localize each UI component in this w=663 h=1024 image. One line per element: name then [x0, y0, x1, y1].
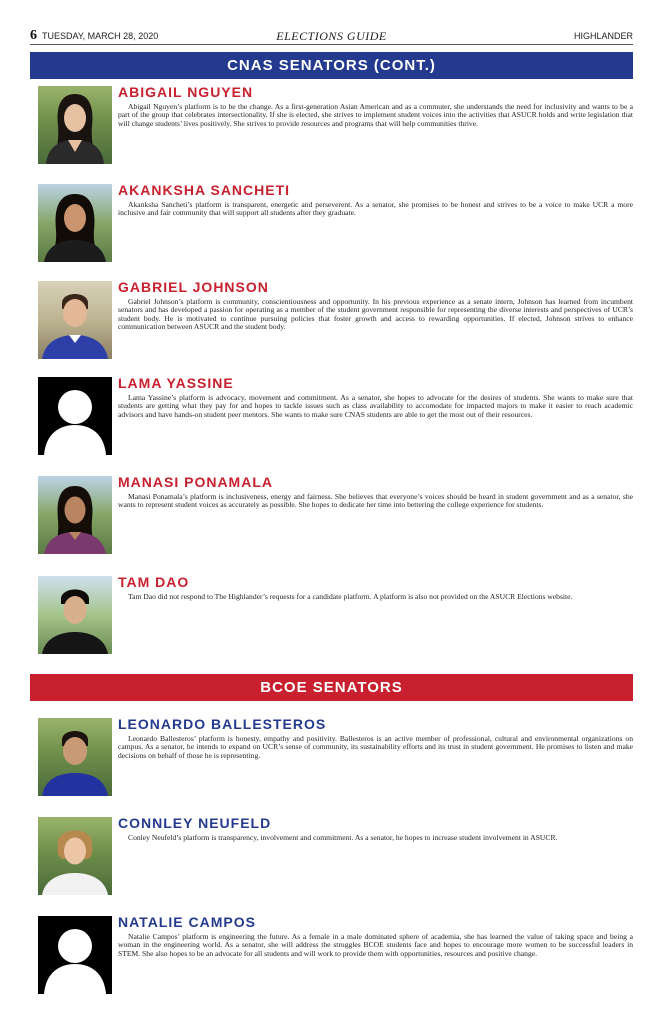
candidate-name: MANASI PONAMALA: [118, 474, 273, 490]
candidate-entry: [38, 718, 633, 798]
candidate-name: CONNLEY NEUFELD: [118, 815, 272, 831]
candidate-platform: Natalie Campos’ platform is engineering the future. As a female in a male dominated sphere of academia, she has learned the value of taking space and being a woman in the engineering world. As a senator, she will address the struggles BCOE students face and hopes to encourage more women to be successful leaders in STEM. She also hopes to be an advocate for all students and will work to provide them with opportunities, resources and positive change.: [118, 932, 633, 958]
candidate-platform: Manasi Ponamala’s platform is inclusiveness, energy and fairness. She believes that everyone’s voices should be heard in student government and as a senator, she wants to represent student voices as accurately as possible. She hopes to dedicate her time into bettering the college experience for students.: [118, 492, 633, 510]
candidate-platform: Lama Yassine’s platform is advocacy, movement and commitment. As a senator, she hopes to advocate for the desires of students. She wants to make sure that students are getting what they pay for and hopes to tackle issues such as class availability to accomodate for impacted majors to make it easier to reach academic advisors and have hands-on student peer mentors. She wants to make sure CNAS students are able to get the most out of their resources.: [118, 393, 633, 419]
candidate-platform: Conley Neufeld’s platform is transparency, involvement and commitment. As a senator, he hopes to increase student involvement in ASUCR.: [128, 833, 558, 842]
candidate-name: NATALIE CAMPOS: [118, 914, 256, 930]
candidate-platform: Gabriel Johnson’s platform is community, conscientiousness and opportunity. In his previous experience as a senate intern, Johnson has learned from incumbent senators and has developed a passion for operating as a member of the student government responsible for representing the diverse interests and perspectives of UCR’s student body. He is motivated to continue pursuing policies that foster growth and access to rewarding opportunities. If elected, Johnson strives to enhance communication between ASUCR and the student body.: [118, 297, 633, 332]
candidate-photo: [38, 184, 112, 262]
candidate-entry: [38, 86, 633, 166]
page-number: 6: [30, 28, 37, 43]
placeholder-avatar-icon: [38, 377, 112, 455]
candidate-name: TAM DAO: [118, 574, 190, 590]
candidate-name: GABRIEL JOHNSON: [118, 279, 269, 295]
newspaper-name: HIGHLANDER: [573, 31, 633, 41]
candidate-name: AKANKSHA SANCHETI: [118, 182, 291, 198]
issue-date: TUESDAY, MARCH 28, 2020: [42, 31, 159, 41]
candidate-name: LEONARDO BALLESTEROS: [118, 716, 327, 732]
candidate-entry: [38, 281, 633, 361]
candidate-photo: [38, 718, 112, 796]
masthead: [30, 29, 633, 45]
candidate-photo: [38, 86, 112, 164]
candidate-entry: [38, 184, 633, 264]
candidate-entry: [38, 916, 633, 996]
candidate-platform: Abigail Nguyen’s platform is to be the change. As a first-generation Asian American and as a commuter, she understands the need for inclusivity and wants to be a part of the group that celebrates intersectionality. If she is elected, she strives to implement student voices into the activities that ASUCR holds and write legislation that will change students’ lives positively. She strives to provide resources and programs that will help communities thrive.: [118, 102, 633, 128]
candidate-photo: [38, 476, 112, 554]
section-title: ELECTIONS GUIDE: [276, 29, 387, 43]
candidate-platform: Tam Dao did not respond to The Highlander’s requests for a candidate platform. A platform is also not provided on the ASUCR Elections website.: [128, 592, 573, 601]
candidate-name: ABIGAIL NGUYEN: [118, 84, 254, 100]
candidate-platform: Leonardo Ballesteros’ platform is honesty, empathy and positivity. Ballesteros is an active member of professional, cultural and environmental organizations on campus. As a senator, he intends to expand on UCR’s sense of community, its sustainability efforts and its trust in student government. He promises to listen and make decisions on behalf of those he is representing.: [118, 734, 633, 760]
candidate-photo: [38, 576, 112, 654]
cnas-senators-banner: CNAS SENATORS (CONT.): [30, 52, 633, 79]
placeholder-avatar-icon: [38, 916, 112, 994]
candidate-entry: [38, 576, 633, 656]
candidate-photo: [38, 817, 112, 895]
candidate-entry: [38, 377, 633, 457]
candidate-name: LAMA YASSINE: [118, 375, 234, 391]
candidate-platform: Akanksha Sancheti’s platform is transparent, energetic and perseverent. As a senator, she promises to be honest and strives to be a voice to make UCR a more inclusive and fair community that will support all students after they graduate.: [118, 200, 633, 218]
candidate-entry: [38, 817, 633, 897]
candidate-photo: [38, 281, 112, 359]
bcoe-senators-banner: BCOE SENATORS: [30, 674, 633, 701]
candidate-entry: [38, 476, 633, 556]
